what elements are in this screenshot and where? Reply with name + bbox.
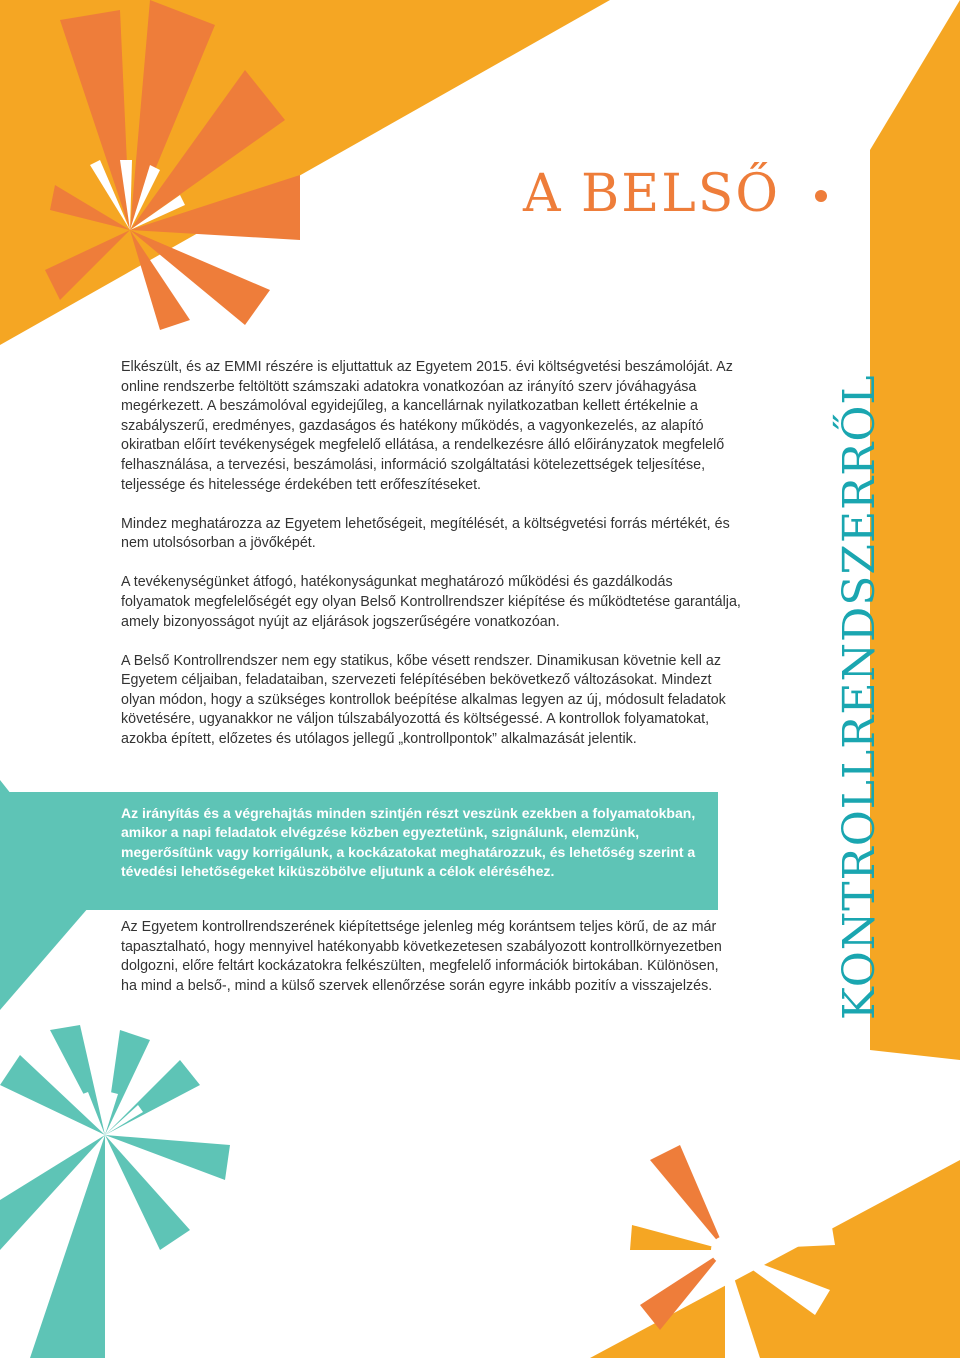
teal-flower: [0, 1025, 230, 1358]
closing-paragraph: Az Egyetem kontrollrendszerének kiépítettsége jelenleg még korántsem teljes körű, de az már tapasztalható, hogy mennyivel hatékonyabb következetesen szabályozott kontrollkörnyezetben dolgozni, előre feltárt kockázatokra felkészülten, megfelelő információk birtokában. Különösen, ha mind a belső-, mind a külső szervek ellenőrzése során egyre inkább pozitív a visszajelzés.: [121, 919, 722, 994]
paragraph-4: A Belső Kontrollrendszer nem egy statikus, kőbe vésett rendszer. Dinamikusan követnie kell az Egyetem céljaiban, feladataiban, szervezeti felépítésében bekövetkező változásokat. Mindezt olyan módon, hogy a szükséges kontrollok beépítése alkalmas legyen az új, módosult feladatok követésére, ugyanakkor ne váljon túlszabályozottá és költségessé. A kontrollok folyamatokat, azokba épített, előzetes és utólagos jellegű „kontrollpontok” alkalmazását jelentik.: [121, 652, 726, 747]
paragraph-1: Elkészült, és az EMMI részére is eljuttattuk az Egyetem 2015. évi költségvetési beszámolóját. Az online rendszerbe feltöltött számszaki adatokra vonatkozóan az irányító szerv jóváhagyása megérkezett. A beszámolóval egyidejűleg, a kancellárnak nyilatkozatban kellett értékelnie a szabályszerű, eredményes, gazdaságos és hatékony működés, a vagyonkezelés, az alapító okiratban előírt tevékenységek megfelelő ellátása, a rendelkezésre álló előirányzatok megfelelő felhasználása, a tervezési, beszámolási, információ szolgáltatási kötelezettségek teljesítése, teljessége és hitelessége érdekében tett erőfeszítéseket.: [121, 359, 733, 493]
title-line-1: A BELSŐ: [522, 164, 780, 224]
body-text: [121, 358, 741, 769]
highlight-text: Az irányítás és a végrehajtás minden szintjén részt veszünk ezekben a folyamatokban, amikor a napi feladatok elvégzése közben egyeztetünk, szignálunk, elemzünk, megerősítünk vagy korrigálunk, a kockázatokat meghatározzuk, és lehetőség szerint a tévedési lehetőségeket kiküszöbölve eljutunk a célok eléréséhez.: [121, 805, 696, 879]
paragraph-2: Mindez meghatározza az Egyetem lehetőségeit, megítélését, a költségvetési forrás mértékét, és nem utolsósorban a jövőképét.: [121, 515, 730, 552]
title-bullet-dot: [815, 190, 827, 202]
paragraph-3: A tevékenységünket átfogó, hatékonyságunkat meghatározó működési és gazdálkodás folyamatok megfelelőségét egy olyan Belső Kontrollrendszer kiépítése és működtetése garantálja, amely bizonyosságot nyújt az eljárások jogszerűségére vonatkozóan.: [121, 574, 741, 630]
title-line-2-vertical: KONTROLLRENDSZERRŐL: [834, 374, 885, 1020]
